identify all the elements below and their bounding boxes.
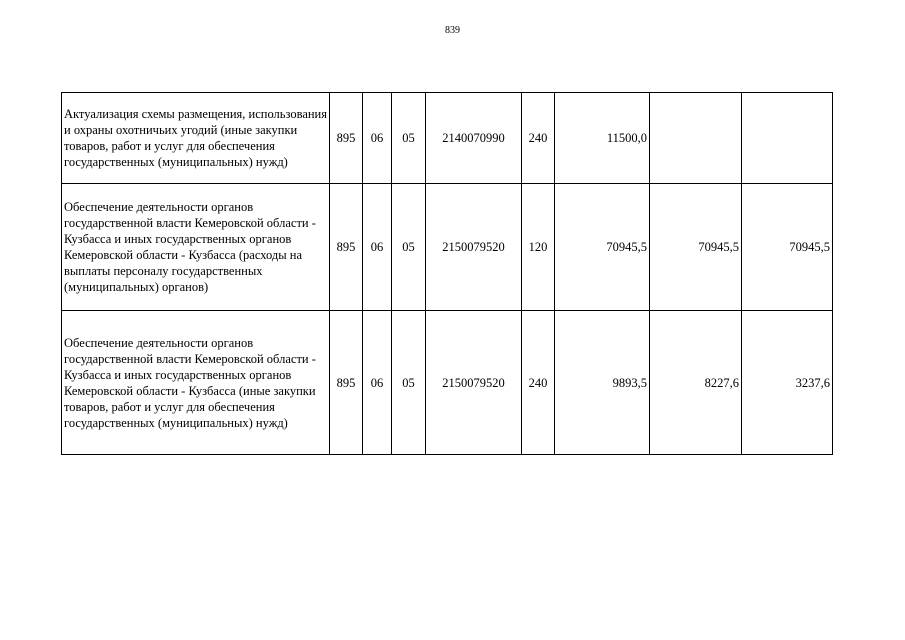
subsection-code: 05 (392, 184, 426, 311)
sum-year-2: 8227,6 (650, 311, 742, 455)
sum-year-1: 70945,5 (555, 184, 650, 311)
row-description: Обеспечение деятельности органов государственной власти Кемеровской области - Кузбасса и иных государственных органов Кемеровской области - Кузбасса (иные закупки товаров, работ и услуг для обеспечения государственных (муниципальных) нужд) (62, 311, 330, 455)
target-article-code: 2140070990 (426, 93, 522, 184)
expense-type-code: 120 (522, 184, 555, 311)
sum-year-3 (742, 93, 833, 184)
target-article-code: 2150079520 (426, 184, 522, 311)
expense-type-code: 240 (522, 311, 555, 455)
sum-year-3: 3237,6 (742, 311, 833, 455)
ministry-code: 895 (330, 93, 363, 184)
section-code: 06 (363, 184, 392, 311)
section-code: 06 (363, 93, 392, 184)
subsection-code: 05 (392, 93, 426, 184)
sum-year-1: 9893,5 (555, 311, 650, 455)
sum-year-3: 70945,5 (742, 184, 833, 311)
row-description: Актуализация схемы размещения, использования и охраны охотничьих угодий (иные закупки товаров, работ и услуг для обеспечения государственных (муниципальных) нужд) (62, 93, 330, 184)
table-row (62, 311, 833, 455)
section-code: 06 (363, 311, 392, 455)
ministry-code: 895 (330, 184, 363, 311)
table-row (62, 184, 833, 311)
target-article-code: 2150079520 (426, 311, 522, 455)
subsection-code: 05 (392, 311, 426, 455)
sum-year-2 (650, 93, 742, 184)
ministry-code: 895 (330, 311, 363, 455)
expense-type-code: 240 (522, 93, 555, 184)
sum-year-1: 11500,0 (555, 93, 650, 184)
budget-table (61, 92, 833, 455)
page-number: 839 (445, 25, 460, 36)
sum-year-2: 70945,5 (650, 184, 742, 311)
table-row (62, 93, 833, 184)
row-description: Обеспечение деятельности органов государственной власти Кемеровской области - Кузбасса и иных государственных органов Кемеровской области - Кузбасса (расходы на выплаты персоналу государственных (муниципальных) органов) (62, 184, 330, 311)
